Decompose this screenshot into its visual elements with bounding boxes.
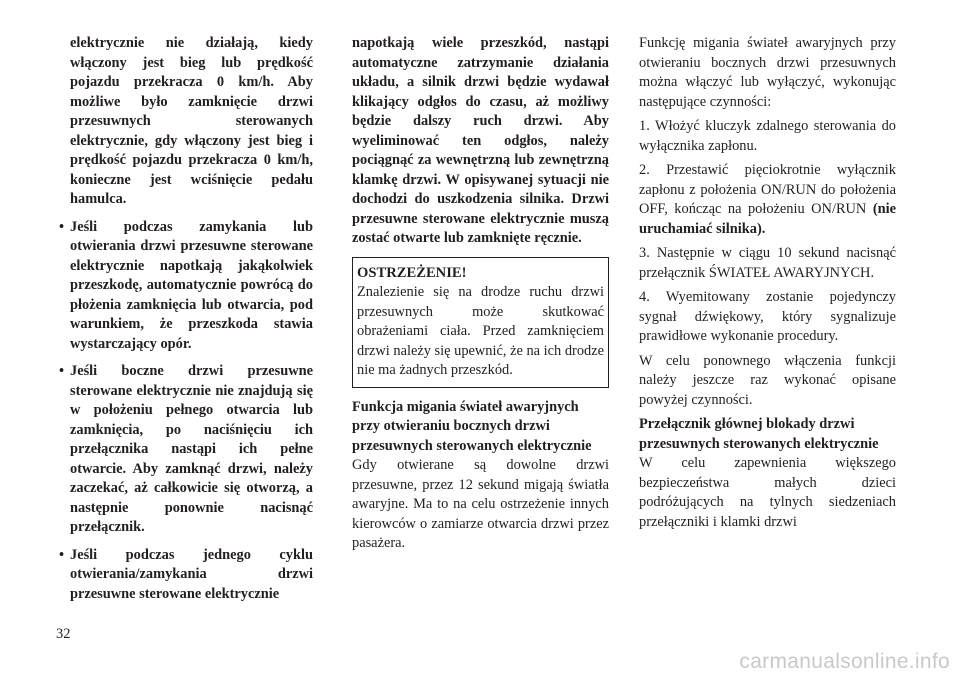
section-heading: Przełącznik głównej blokady drzwi przesuwnych sterowanych elektrycznie bbox=[639, 416, 879, 452]
warning-box bbox=[352, 257, 609, 388]
step-3: 3. Następnie w ciągu 10 sekund nacisnąć przełącznik ŚWIATEŁ AWARYJNYCH. bbox=[639, 245, 896, 281]
continued-paragraph: napotkają wiele przeszkód, nastąpi automatyczne zatrzymanie działania układu, a silnik drzwi będzie wydawał klikający odgłos do czasu, aż możliwy będzie dalszy ruch drzwi. Aby wyeliminować ten odgłos, należy pociągnąć za wewnętrzną lub zewnętrzną klamkę drzwi. W opisywanej sytuacji nie dochodzi do uszkodzenia silnika. Drzwi przesuwne sterowane elektrycznie muszą zostać otwarte lub zamknięte ręcznie. bbox=[352, 35, 609, 246]
bullet-dot-icon: • bbox=[59, 546, 65, 563]
watermark: carmanualsonline.info bbox=[739, 650, 950, 673]
bullet-item bbox=[56, 362, 313, 538]
step-1: 1. Włożyć kluczyk zdalnego sterowania do wyłącznika zapłonu. bbox=[639, 118, 896, 154]
page-number: 32 bbox=[56, 626, 71, 642]
step-2 bbox=[639, 161, 896, 239]
section-paragraph: Gdy otwierane są dowolne drzwi przesuwne, przez 12 sekund migają światła awaryjne. Ma to na celu ostrzeżenie innych kierowców o zamiarze otwarcia drzwi przez pasażera. bbox=[352, 457, 609, 551]
column-right bbox=[639, 34, 896, 540]
warning-title: OSTRZEŻENIE! bbox=[357, 264, 467, 281]
repeat-paragraph: W celu ponownego włączenia funkcji należy jeszcze raz wykonać opisane powyżej czynności. bbox=[639, 352, 896, 408]
bullet-dot-icon: • bbox=[59, 218, 65, 235]
step-2-note: (nie uruchamiać silnika). bbox=[639, 201, 896, 237]
bullet-text: Jeśli podczas zamykania lub otwierania drzwi przesuwne sterowane elektrycznie napotkają jakąkolwiek przeszkodę, automatycznie powrócą do płożenia zamknięcia lub otwarcia, pod warunkiem, że przeszkoda stawia wystarczający opór. bbox=[70, 218, 313, 352]
intro-paragraph: Funkcję migania świateł awaryjnych przy otwieraniu bocznych drzwi przesuwnych można włączyć lub wyłączyć, wykonując następujące czynności: bbox=[639, 35, 896, 110]
step-4: 4. Wyemitowany zostanie pojedynczy sygnał dźwiękowy, który sygnalizuje prawidłowe wykonanie procedury. bbox=[639, 289, 896, 344]
bullet-item bbox=[56, 546, 313, 605]
section-paragraph: W celu zapewnienia większego bezpieczeństwa małych dzieci podróżujących na tylnych siedzeniach przełączniki i klamki drzwi bbox=[639, 455, 896, 530]
step-2-text: 2. Przestawić pięciokrotnie wyłącznik zapłonu z położenia ON/RUN do położenia OFF, kończąc na położeniu ON/RUN bbox=[639, 162, 896, 217]
bullet-dot-icon: • bbox=[59, 363, 65, 379]
column-middle bbox=[352, 34, 609, 562]
column-left bbox=[56, 34, 313, 612]
continued-paragraph: elektrycznie nie działają, kiedy włączony jest bieg lub prędkość pojazdu przekracza 0 km/h. Aby możliwe było zamknięcie drzwi przesuwnych sterowanych elektrycznie, gdy włączony jest bieg i prędkość pojazdu przekracza 0 km/h, konieczne jest wciśnięcie pedału hamulca. bbox=[70, 35, 313, 207]
bullet-text: Jeśli boczne drzwi przesuwne sterowane elektrycznie nie znajdują się w położeniu pełnego otwarcia lub zamknięcia, po naciśnięciu ich przełącznika nastąpi ich pełne otwarcie. Aby zamknąć drzwi, należy zaczekać, aż całkowicie się otworzą, a następnie ponownie nacisnąć przełącznik. bbox=[70, 363, 313, 535]
bullet-item bbox=[56, 218, 313, 355]
warning-text: Znalezienie się na drodze ruchu drzwi przesuwnych może skutkować obrażeniami ciała. Przed zamknięciem drzwi należy się upewnić, że na ich drodze nie ma żadnych przeszkód. bbox=[357, 284, 604, 378]
bullet-text: Jeśli podczas jednego cyklu otwierania/zamykania drzwi przesuwne sterowane elektrycznie bbox=[70, 546, 313, 602]
section-heading: Funkcja migania świateł awaryjnych przy otwieraniu bocznych drzwi przesuwnych sterowanych elektrycznie bbox=[352, 398, 592, 454]
